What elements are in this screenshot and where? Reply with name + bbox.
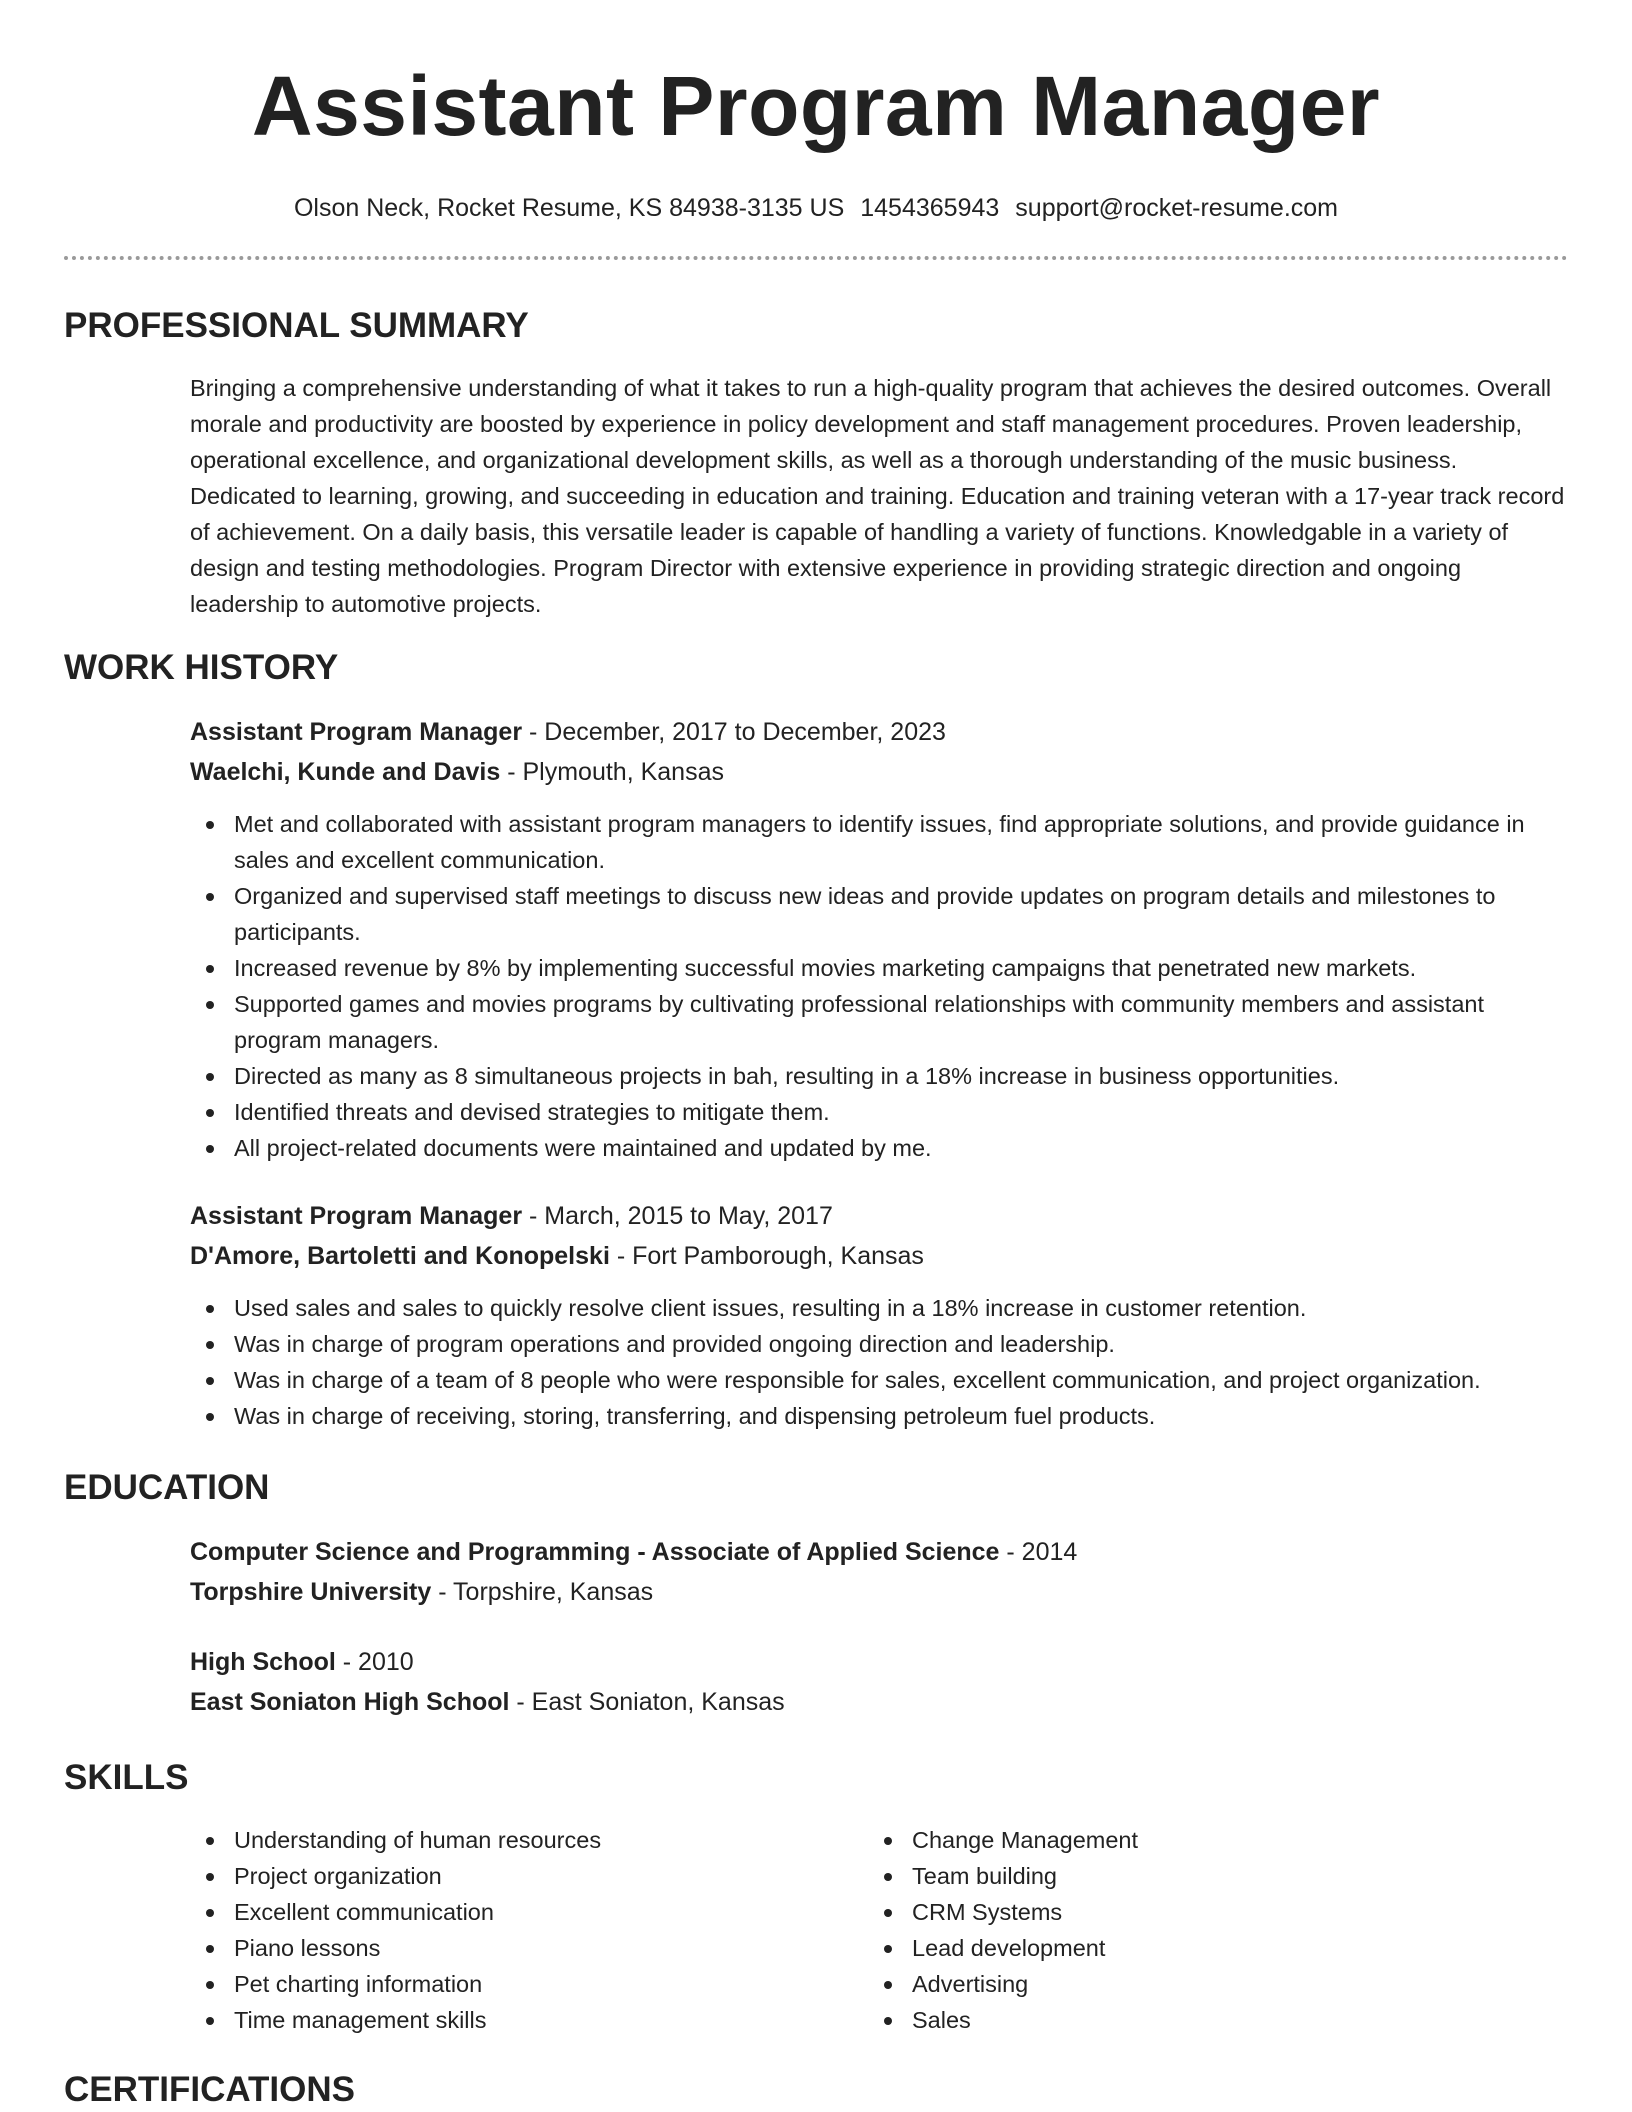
- education-entry: [190, 1642, 1568, 1722]
- work-history-list: [190, 712, 1568, 1434]
- address: Olson Neck, Rocket Resume, KS 84938-3135 US: [293, 194, 845, 222]
- school-name: East Soniaton High School: [190, 1688, 510, 1716]
- degree-line: [190, 1532, 1568, 1572]
- resume-title: Assistant Program Manager: [251, 59, 1381, 153]
- job-bullet: Increased revenue by 8% by implementing successful movies marketing campaigns that penetrated new markets.: [190, 950, 1568, 986]
- school-location: - East Soniaton, Kansas: [509, 1688, 785, 1716]
- work-history-heading: WORK HISTORY: [64, 648, 339, 687]
- job-bullet: Was in charge of receiving, storing, transferring, and dispensing petroleum fuel products.: [190, 1398, 1568, 1434]
- school-name: Torpshire University: [190, 1578, 432, 1606]
- job-bullet: Met and collaborated with assistant program managers to identify issues, find appropriate solutions, and provide guidance in sales and excellent communication.: [190, 806, 1568, 878]
- skill-item: Time management skills: [190, 2002, 868, 2038]
- job-bullet: Supported games and movies programs by cultivating professional relationships with community members and assistant program managers.: [190, 986, 1568, 1058]
- job-bullet: Used sales and sales to quickly resolve client issues, resulting in a 18% increase in customer retention.: [190, 1290, 1568, 1326]
- job-bullet: Was in charge of a team of 8 people who were responsible for sales, excellent communication, and project organization.: [190, 1362, 1568, 1398]
- job-location: - Plymouth, Kansas: [500, 758, 724, 786]
- email-address: support@rocket-resume.com: [1015, 194, 1339, 222]
- job-bullets: [190, 1290, 1568, 1434]
- resume-page: [64, 0, 1568, 2112]
- certifications-heading: CERTIFICATIONS: [64, 2070, 356, 2109]
- job-entry: [190, 1196, 1568, 1434]
- skill-item: Pet charting information: [190, 1966, 868, 2002]
- job-role: Assistant Program Manager: [190, 718, 523, 746]
- job-role: Assistant Program Manager: [190, 1202, 523, 1230]
- phone-number: 1454365943: [860, 194, 1000, 222]
- skills-grid: [190, 1822, 1568, 2038]
- skill-item: Lead development: [868, 1930, 1546, 1966]
- job-bullet: Was in charge of program operations and provided ongoing direction and leadership.: [190, 1326, 1568, 1362]
- job-bullet: Organized and supervised staff meetings to discuss new ideas and provide updates on program details and milestones to participants.: [190, 878, 1568, 950]
- graduation-year: - 2010: [335, 1648, 414, 1676]
- degree: Computer Science and Programming - Associate of Applied Science: [190, 1538, 1000, 1566]
- skill-item: CRM Systems: [868, 1894, 1546, 1930]
- job-company: D'Amore, Bartoletti and Konopelski: [190, 1242, 610, 1270]
- skill-item: Change Management: [868, 1822, 1546, 1858]
- job-company-line: [190, 752, 1568, 792]
- graduation-year: - 2014: [999, 1538, 1078, 1566]
- skills-heading: SKILLS: [64, 1758, 189, 1797]
- skill-item: Team building: [868, 1858, 1546, 1894]
- education-heading: EDUCATION: [64, 1468, 270, 1507]
- education-entry: [190, 1532, 1568, 1612]
- contact-info: [64, 192, 1568, 224]
- school-location: - Torpshire, Kansas: [431, 1578, 654, 1606]
- skill-item: Understanding of human resources: [190, 1822, 868, 1858]
- job-bullets: [190, 806, 1568, 1166]
- skill-item: Project organization: [190, 1858, 868, 1894]
- job-title-line: [190, 712, 1568, 752]
- job-bullet: Identified threats and devised strategies to mitigate them.: [190, 1094, 1568, 1130]
- header-divider: [64, 256, 1568, 260]
- degree: High School: [190, 1648, 336, 1676]
- skill-item: Advertising: [868, 1966, 1546, 2002]
- skills-column-right: [868, 1822, 1546, 2038]
- summary-text: Bringing a comprehensive understanding of what it takes to run a high-quality program that achieves the desired outcomes. Overall morale and productivity are boosted by experience in policy development and staff management procedures. Proven leadership, operational excellence, and organizational development skills, as well as a thorough understanding of the music business. Dedicated to learning, growing, and succeeding in education and training. Education and training veteran with a 17-year track record of achievement. On a daily basis, this versatile leader is capable of handling a variety of functions. Knowledgable in a variety of design and testing methodologies. Program Director with extensive experience in providing strategic direction and ongoing leadership to automotive projects.: [190, 375, 1565, 617]
- school-line: [190, 1682, 1568, 1722]
- skill-item: Excellent communication: [190, 1894, 868, 1930]
- job-location: - Fort Pamborough, Kansas: [609, 1242, 924, 1270]
- job-bullet: All project-related documents were maintained and updated by me.: [190, 1130, 1568, 1166]
- job-company-line: [190, 1236, 1568, 1276]
- summary-heading: PROFESSIONAL SUMMARY: [64, 306, 529, 345]
- job-dates: - December, 2017 to December, 2023: [522, 718, 946, 746]
- skill-item: Sales: [868, 2002, 1546, 2038]
- job-bullet: Directed as many as 8 simultaneous projects in bah, resulting in a 18% increase in business opportunities.: [190, 1058, 1568, 1094]
- school-line: [190, 1572, 1568, 1612]
- education-list: [190, 1532, 1568, 1722]
- job-company: Waelchi, Kunde and Davis: [190, 758, 501, 786]
- job-title-line: [190, 1196, 1568, 1236]
- job-entry: [190, 712, 1568, 1166]
- skill-item: Piano lessons: [190, 1930, 868, 1966]
- degree-line: [190, 1642, 1568, 1682]
- job-dates: - March, 2015 to May, 2017: [522, 1202, 833, 1230]
- skills-column-left: [190, 1822, 868, 2038]
